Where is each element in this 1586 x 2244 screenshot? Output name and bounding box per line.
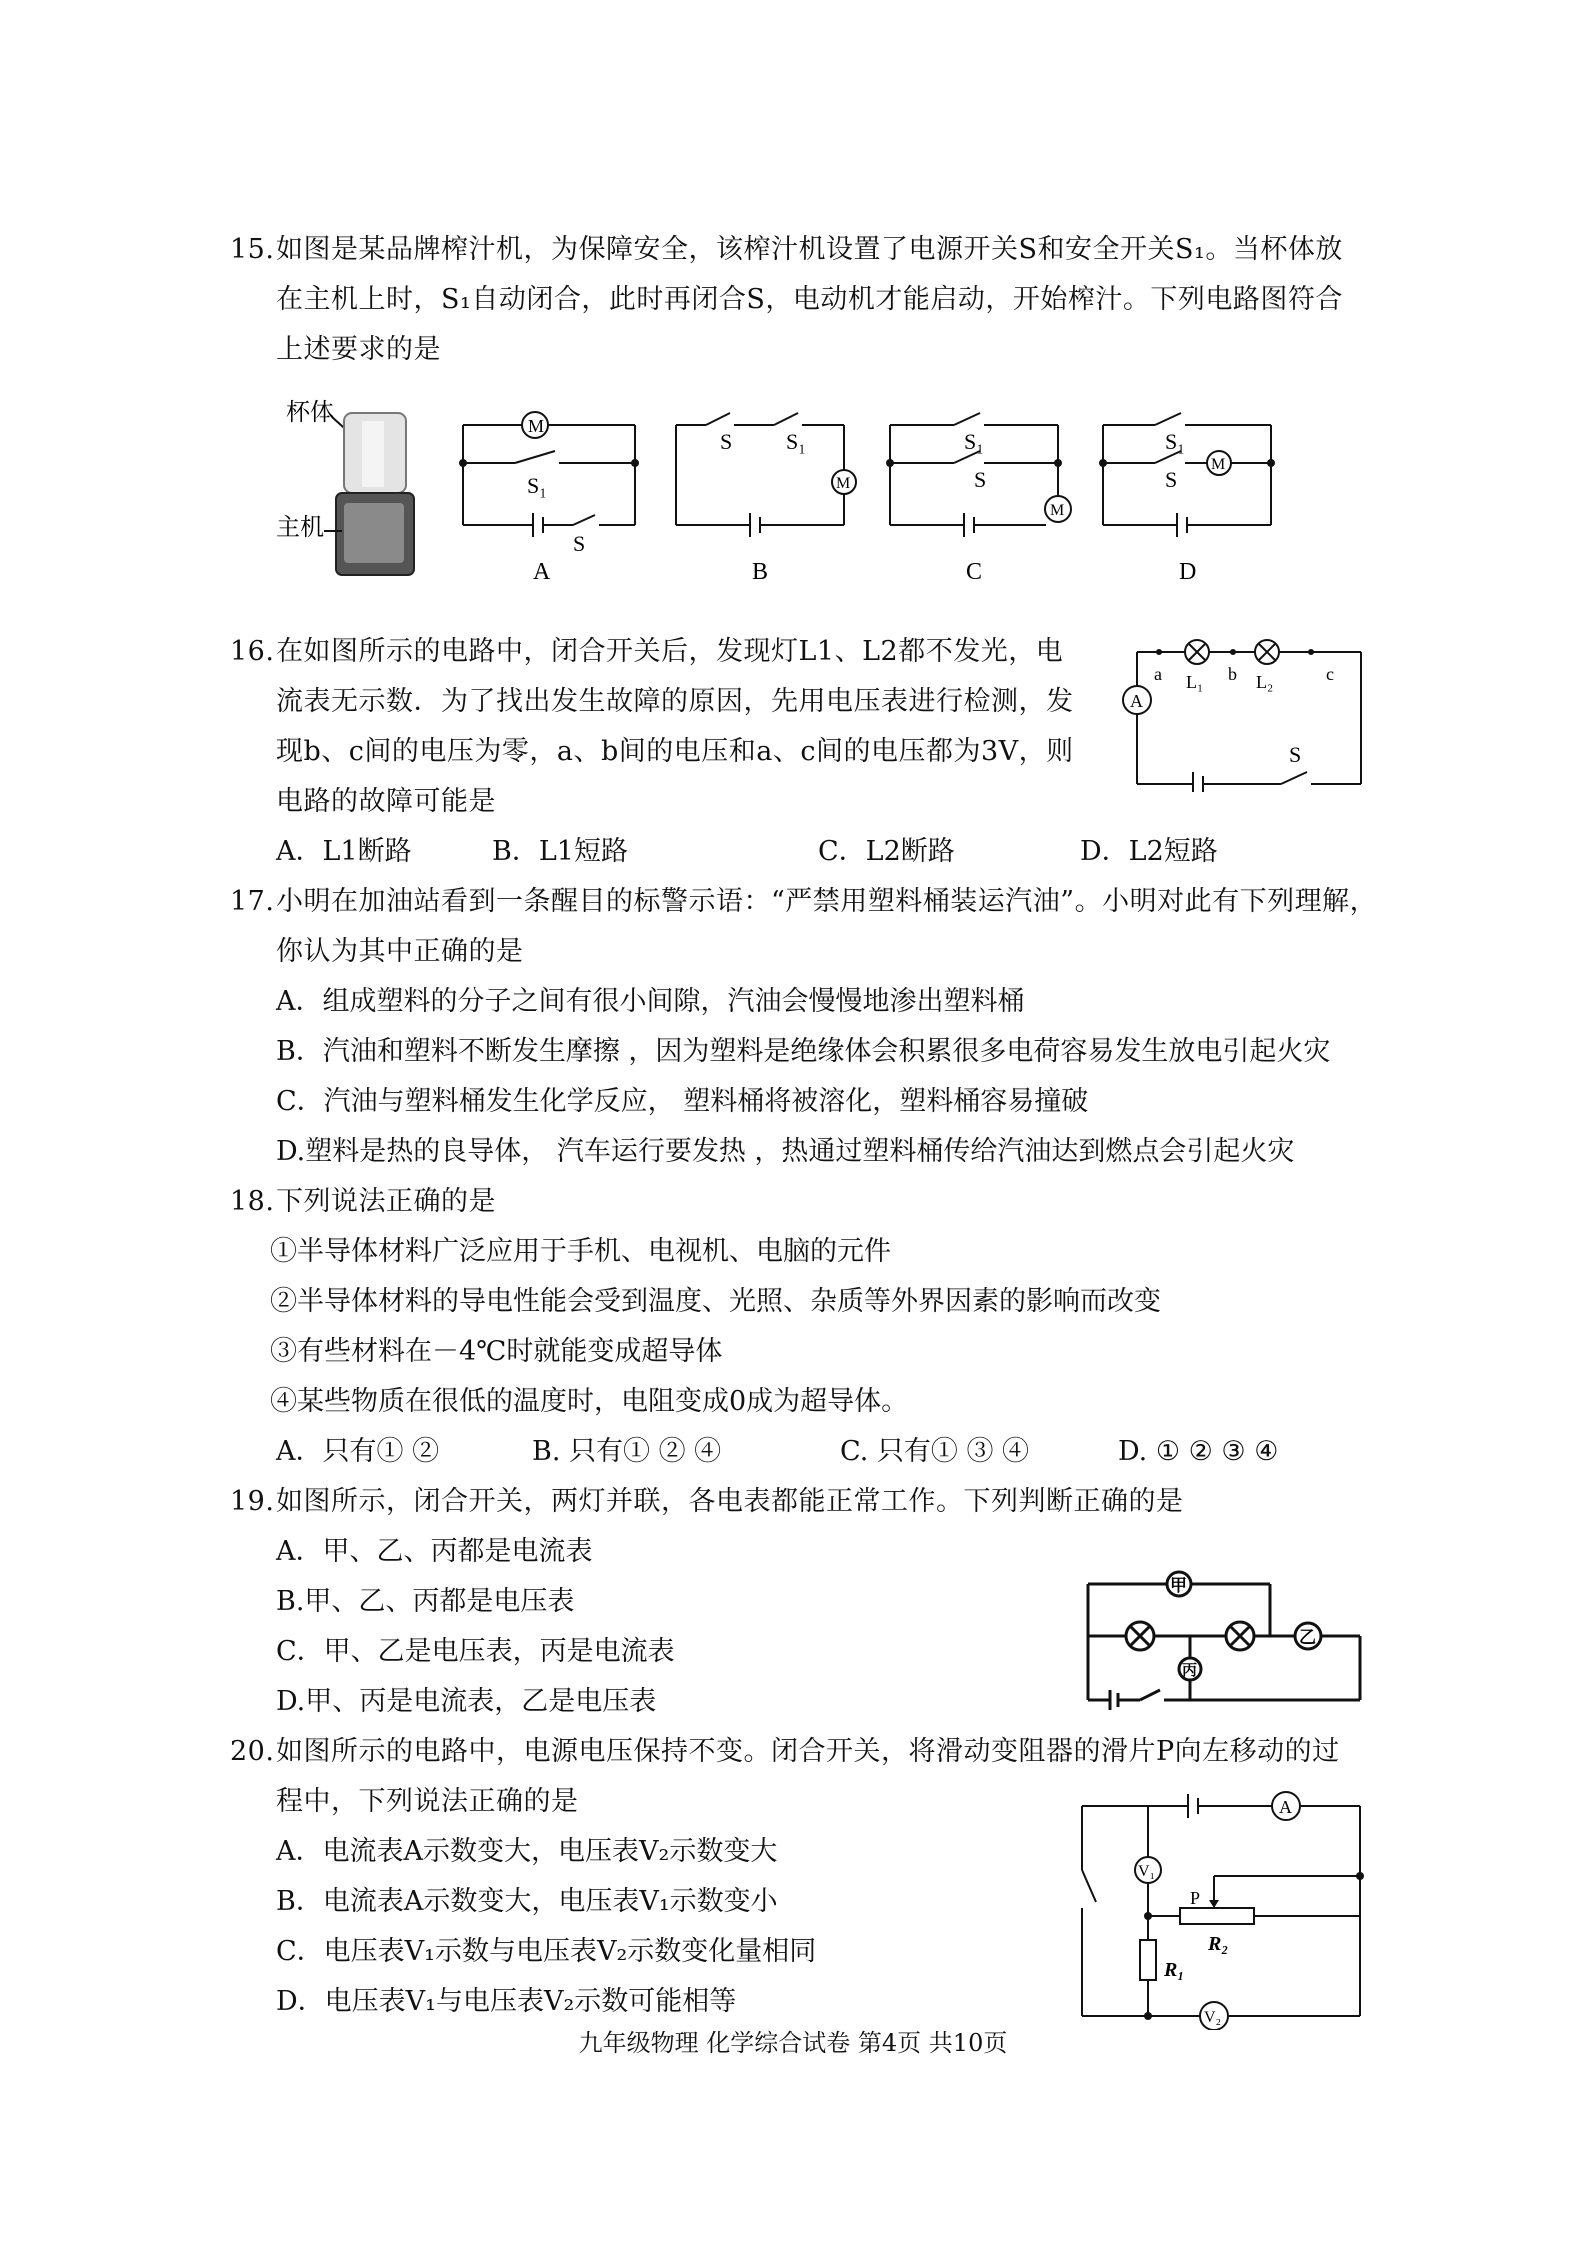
juicer-cup-label: 杯体 bbox=[286, 400, 334, 426]
svg-text:A: A bbox=[1130, 691, 1143, 711]
q17-line-2: 你认为其中正确的是 bbox=[276, 936, 524, 967]
q18-statement-1: ①半导体材料广泛应用于手机、电视机、电脑的元件 bbox=[270, 1236, 891, 1267]
svg-text:S₁: S₁ bbox=[1165, 429, 1185, 454]
svg-text:b: b bbox=[1228, 664, 1237, 684]
svg-text:S₁: S₁ bbox=[786, 429, 806, 454]
svg-text:A: A bbox=[1279, 1797, 1292, 1817]
q18-option-a: A．只有① ② bbox=[276, 1436, 440, 1467]
q18-statement-3: ③有些材料在－4℃时就能变成超导体 bbox=[270, 1336, 723, 1367]
q15-option-b: B bbox=[752, 559, 769, 585]
q15-circuit-b bbox=[668, 405, 868, 585]
svg-text:S: S bbox=[720, 429, 733, 454]
q16-option-c: C．L2断路 bbox=[818, 836, 955, 867]
q19-number: 19. bbox=[230, 1486, 275, 1517]
q20-option-a: A．电流表A示数变大，电压表V₂示数变大 bbox=[276, 1836, 778, 1867]
q15-option-d: D bbox=[1179, 559, 1197, 585]
q17-option-a: A．组成塑料的分子之间有很小间隙，汽油会慢慢地渗出塑料桶 bbox=[276, 986, 1025, 1017]
svg-text:乙: 乙 bbox=[1299, 1628, 1316, 1647]
q16-line-4: 电路的故障可能是 bbox=[276, 786, 496, 817]
svg-text:M: M bbox=[836, 475, 851, 492]
q19-option-b: B.甲、乙、丙都是电压表 bbox=[276, 1586, 575, 1617]
svg-text:R₂: R₂ bbox=[1208, 1933, 1229, 1955]
svg-text:L₂: L₂ bbox=[1256, 672, 1274, 692]
q19-option-d: D.甲、丙是电流表，乙是电压表 bbox=[276, 1686, 657, 1717]
q20-option-d: D．电压表V₁与电压表V₂示数可能相等 bbox=[276, 1986, 737, 2017]
q19-option-a: A．甲、乙、丙都是电流表 bbox=[276, 1536, 593, 1567]
q15-circuit-a bbox=[455, 405, 645, 585]
q15-line-3: 上述要求的是 bbox=[276, 334, 441, 365]
svg-text:S: S bbox=[573, 531, 586, 556]
svg-text:L₁: L₁ bbox=[1186, 672, 1204, 692]
svg-text:M: M bbox=[1211, 456, 1226, 473]
q15-option-a: A bbox=[533, 559, 551, 585]
q15-option-c: C bbox=[966, 559, 983, 585]
q18-line-1: 18.下列说法正确的是 bbox=[230, 1182, 496, 1222]
q16-option-b: B．L1短路 bbox=[492, 836, 628, 867]
svg-text:S: S bbox=[974, 467, 987, 492]
q15-number: 15. bbox=[230, 234, 275, 265]
juicer-base-label: 主机 bbox=[276, 515, 324, 541]
svg-text:丙: 丙 bbox=[1182, 1663, 1198, 1679]
q18-number: 18. bbox=[230, 1186, 275, 1217]
svg-text:V₁: V₁ bbox=[1138, 1863, 1156, 1880]
q15-circuit-d bbox=[1095, 405, 1295, 585]
svg-text:c: c bbox=[1326, 664, 1334, 684]
svg-text:S: S bbox=[1165, 467, 1178, 492]
q16-number: 16. bbox=[230, 636, 275, 667]
q16-circuit bbox=[1115, 632, 1365, 792]
svg-text:甲: 甲 bbox=[1170, 1576, 1187, 1595]
svg-text:S₁: S₁ bbox=[527, 473, 547, 498]
q17-line-1: 17.小明在加油站看到一条醒目的标警示语：“严禁用塑料桶装运汽油”。小明对此有下列理解， bbox=[230, 882, 1377, 922]
svg-text:M: M bbox=[528, 416, 545, 436]
svg-text:R₁: R₁ bbox=[1164, 1959, 1185, 1981]
juicer-illustration bbox=[270, 395, 430, 585]
q16-option-d: D．L2短路 bbox=[1080, 836, 1218, 867]
q15-line-2: 在主机上时，S₁自动闭合，此时再闭合S，电动机才能启动，开始榨汁。下列电路图符合 bbox=[276, 284, 1343, 315]
svg-text:M: M bbox=[1050, 502, 1065, 519]
q16-line-2: 流表无示数．为了找出发生故障的原因，先用电压表进行检测，发 bbox=[276, 686, 1074, 717]
q19-circuit bbox=[1080, 1540, 1370, 1715]
q18-statement-4: ④某些物质在很低的温度时，电阻变成0成为超导体。 bbox=[270, 1386, 909, 1417]
q20-circuit bbox=[1068, 1790, 1368, 2030]
q20-option-b: B．电流表A示数变大，电压表V₁示数变小 bbox=[276, 1886, 778, 1917]
q17-option-c: C．汽油与塑料桶发生化学反应， 塑料桶将被溶化，塑料桶容易撞破 bbox=[276, 1086, 1089, 1117]
q20-option-c: C．电压表V₁示数与电压表V₂示数变化量相同 bbox=[276, 1936, 817, 1967]
q19-line-1: 19.如图所示，闭合开关，两灯并联，各电表都能正常工作。下列判断正确的是 bbox=[230, 1482, 1184, 1522]
svg-text:V₂: V₂ bbox=[1204, 2009, 1222, 2026]
page-footer: 九年级物理 化学综合试卷 第4页 共10页 bbox=[578, 2029, 1008, 2057]
svg-text:a: a bbox=[1154, 664, 1162, 684]
q18-statement-2: ②半导体材料的导电性能会受到温度、光照、杂质等外界因素的影响而改变 bbox=[270, 1286, 1161, 1317]
q20-line-1: 20.如图所示的电路中，电源电压保持不变。闭合开关，将滑动变阻器的滑片P向左移动的过 bbox=[230, 1732, 1340, 1772]
q17-number: 17. bbox=[230, 886, 275, 917]
q16-line-3: 现b、c间的电压为零，a、b间的电压和a、c间的电压都为3V，则 bbox=[276, 736, 1074, 767]
q15-line-1: 15.如图是某品牌榨汁机，为保障安全，该榨汁机设置了电源开关S和安全开关S₁。当杯体放 bbox=[230, 230, 1343, 270]
q18-option-c: C. 只有① ③ ④ bbox=[840, 1436, 1030, 1467]
svg-text:S₁: S₁ bbox=[964, 429, 984, 454]
q15-circuit-c bbox=[882, 405, 1082, 585]
svg-text:P: P bbox=[1190, 1888, 1201, 1908]
q18-option-b: B. 只有① ② ④ bbox=[532, 1436, 722, 1467]
q19-option-c: C．甲、乙是电压表，丙是电流表 bbox=[276, 1636, 675, 1667]
svg-text:S: S bbox=[1289, 742, 1302, 767]
q17-option-d: D.塑料是热的良导体， 汽车运行要发热 ，热通过塑料桶传给汽油达到燃点会引起火灾 bbox=[276, 1136, 1295, 1167]
q20-number: 20. bbox=[230, 1736, 275, 1767]
q18-option-d: D. ① ② ③ ④ bbox=[1118, 1436, 1279, 1467]
q16-line-1: 16.在如图所示的电路中，闭合开关后，发现灯L1、L2都不发光，电 bbox=[230, 632, 1063, 672]
q16-option-a: A．L1断路 bbox=[276, 836, 412, 867]
q17-option-b: B．汽油和塑料不断发生摩擦 ，因为塑料是绝缘体会积累很多电荷容易发生放电引起火灾 bbox=[276, 1036, 1331, 1067]
q20-line-2: 程中，下列说法正确的是 bbox=[276, 1786, 579, 1817]
